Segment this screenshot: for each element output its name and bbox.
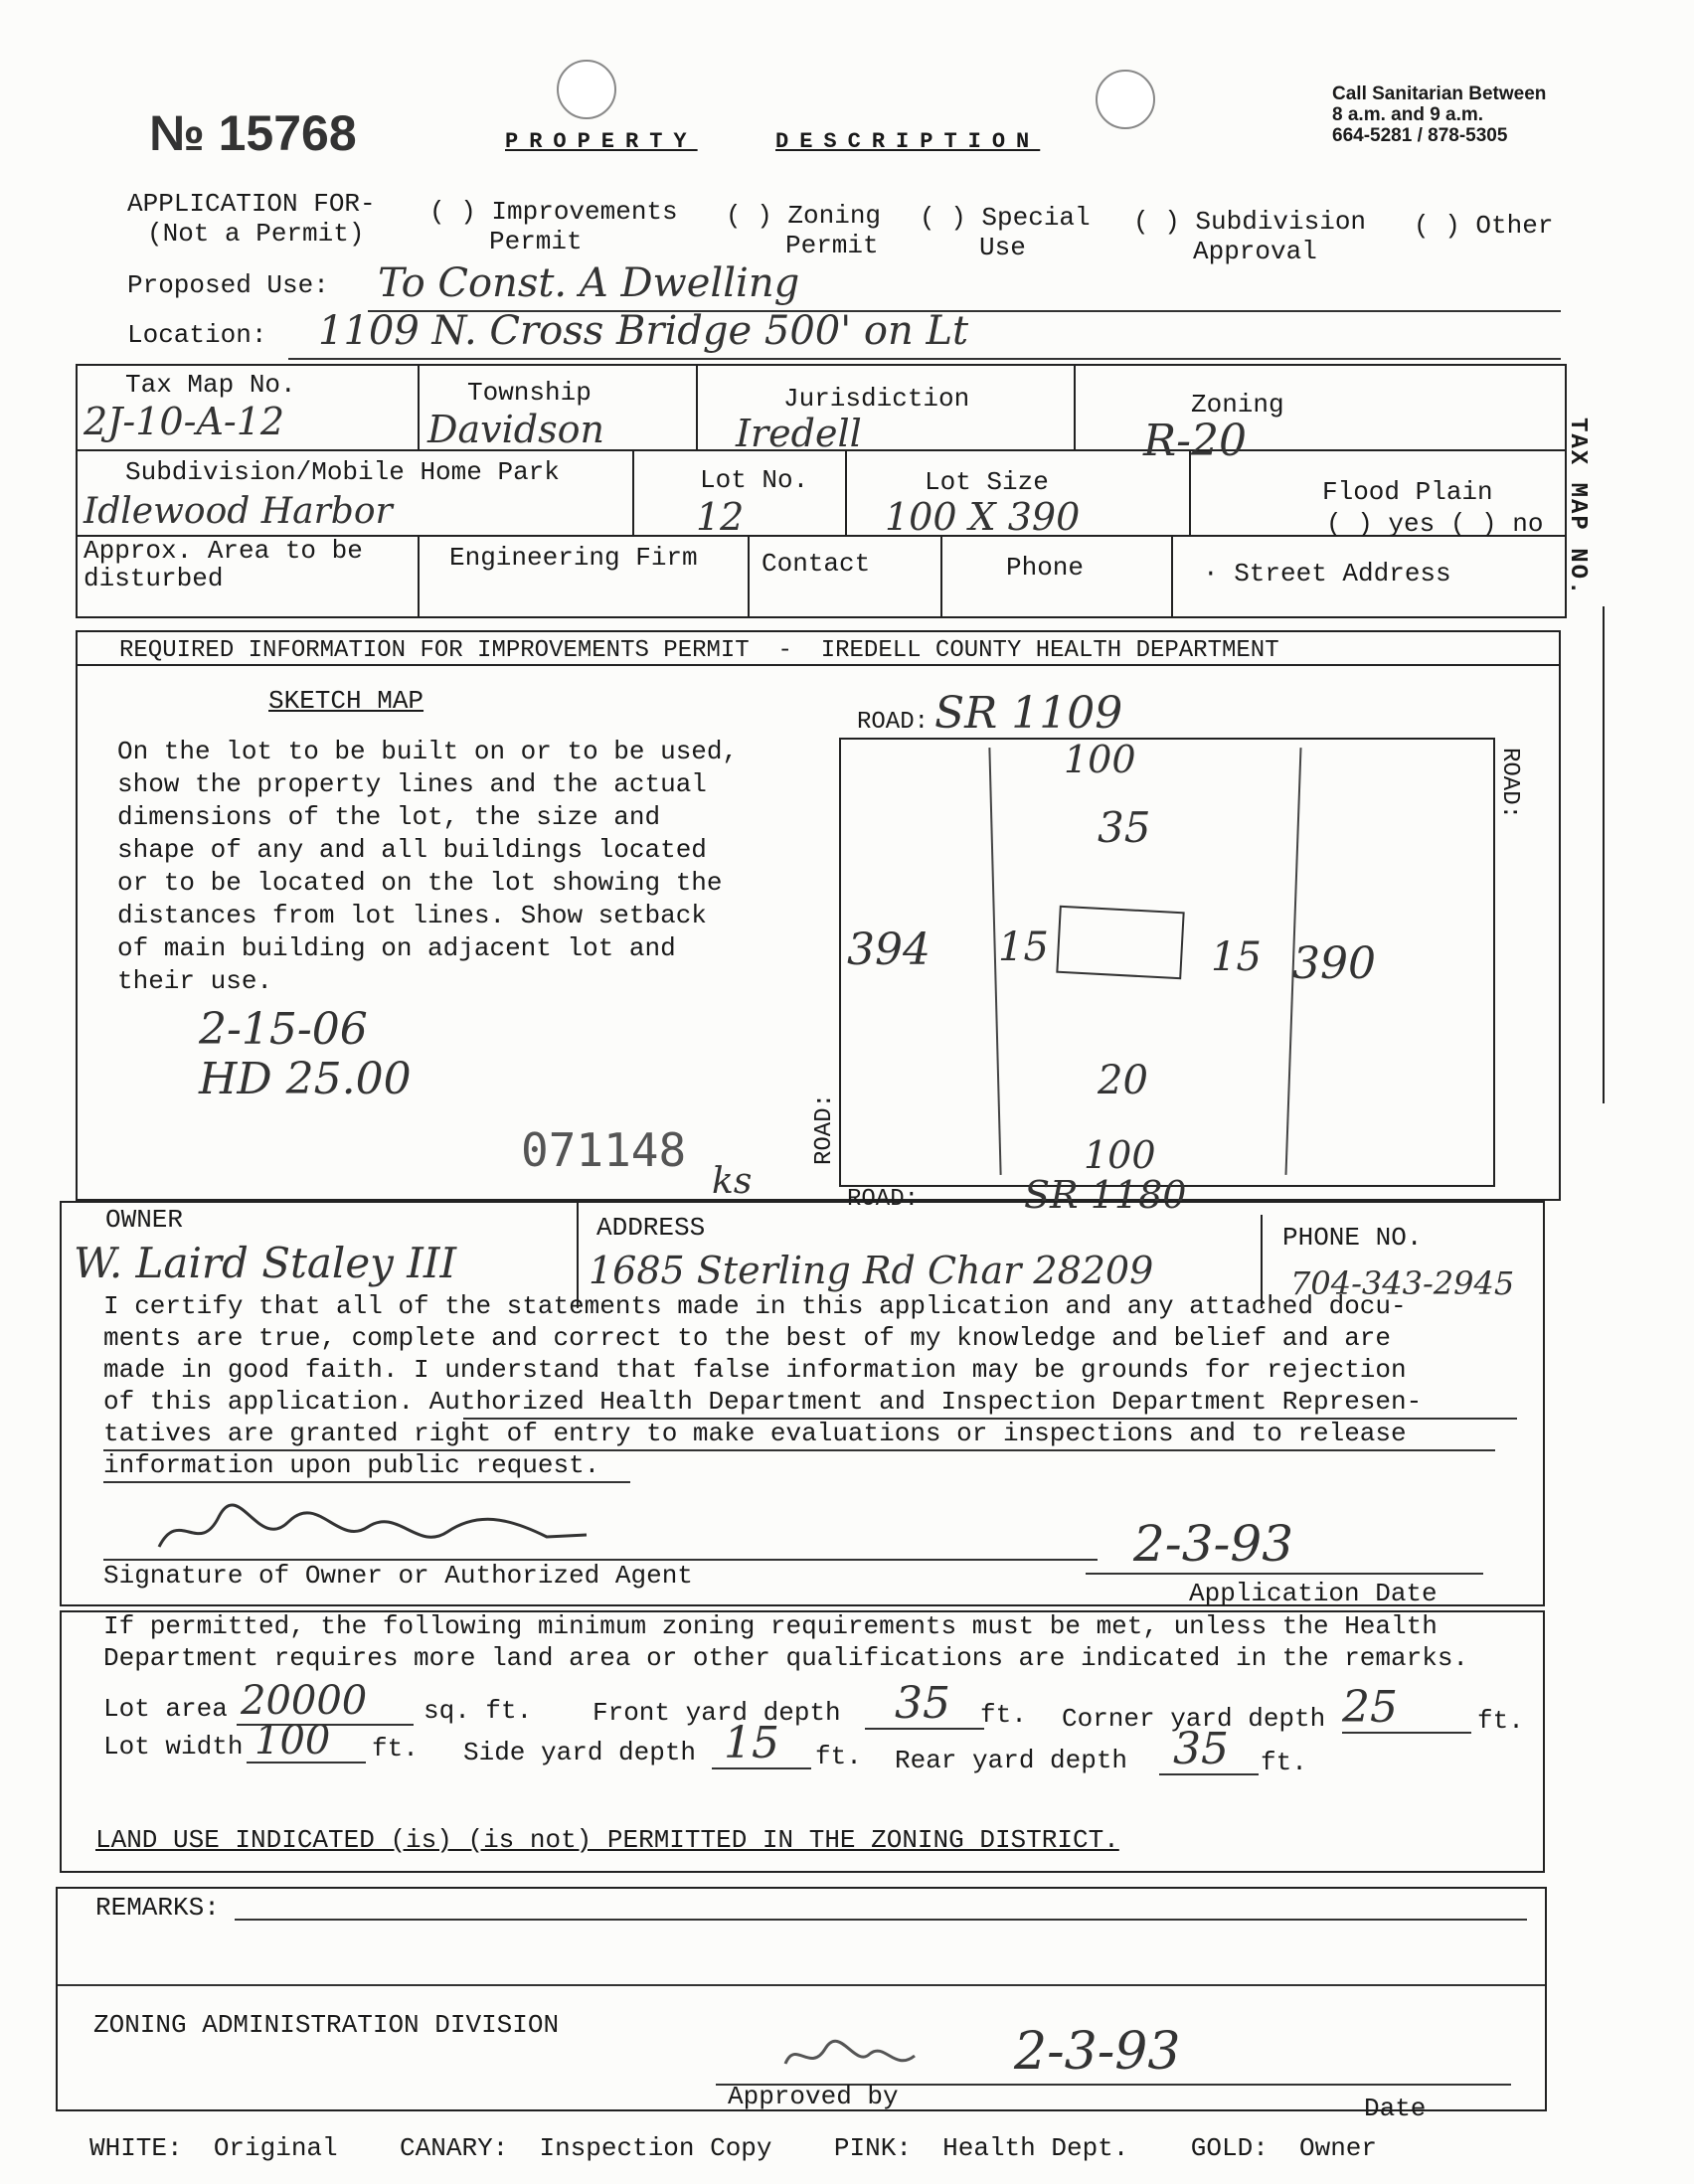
option-subdivision-text-2: Approval <box>1193 237 1317 266</box>
land-use-statement: LAND USE INDICATED (is) (is not) PERMITTED IN THE ZONING DISTRICT. <box>95 1825 1119 1855</box>
corner-yard-value[interactable]: 25 <box>1342 1682 1398 1733</box>
certify-line: information upon public request. <box>103 1450 600 1480</box>
instruction-line: their use. <box>117 966 273 996</box>
application-label-1: APPLICATION FOR- <box>127 189 376 219</box>
certify-underline-2 <box>103 1449 1495 1451</box>
application-label-2: (Not a Permit) <box>147 219 365 249</box>
approved-by-label: Approved by <box>728 2082 899 2111</box>
lot-no-value[interactable]: 12 <box>696 495 745 539</box>
option-special-text-2: Use <box>979 233 1026 262</box>
zoning-division-label: ZONING ADMINISTRATION DIVISION <box>93 2010 560 2040</box>
application-date-line <box>1086 1573 1483 1575</box>
corner-yard-unit: ft. <box>1477 1706 1524 1736</box>
dim-bottom: 100 <box>1084 1133 1156 1177</box>
rear-yard-label: Rear yard depth <box>895 1746 1128 1775</box>
option-zoning-text: ( ) Zoning <box>726 201 882 231</box>
certify-underline-3 <box>103 1481 630 1483</box>
instruction-line: On the lot to be built on or to be used, <box>117 737 739 766</box>
signature-label: Signature of Owner or Authorized Agent <box>103 1561 693 1591</box>
application-for-label <box>127 189 376 249</box>
stamp-number: 071148 <box>521 1123 687 1177</box>
option-improvements-text: ( ) Improvements <box>429 197 678 227</box>
address-value[interactable]: 1685 Sterling Rd Char 28209 <box>589 1249 1154 1292</box>
certify-line: of this application. Authorized Health Department and Inspection Department Represen- <box>103 1387 1423 1417</box>
grid-col-4 <box>632 449 634 535</box>
lot-width-unit: ft. <box>372 1734 419 1764</box>
grid-col-10 <box>1171 535 1173 618</box>
option-other[interactable]: ( ) Other <box>1414 211 1554 241</box>
engineering-firm-label: Engineering Firm <box>449 543 698 573</box>
note-date: 2-15-06 <box>199 1004 368 1055</box>
owner-value[interactable]: W. Laird Staley III <box>74 1239 457 1287</box>
front-yard-line <box>865 1728 984 1730</box>
title-word-property: PROPERTY <box>505 129 698 154</box>
lot-size-label: Lot Size <box>925 467 1049 497</box>
lot-area-value[interactable]: 20000 <box>241 1678 368 1724</box>
option-subdivision-text: ( ) Subdivision <box>1133 207 1367 237</box>
lot-area-unit: sq. ft. <box>424 1696 533 1726</box>
area-label-1: Approx. Area to be <box>84 536 363 566</box>
area-disturbed-label <box>84 537 363 592</box>
flood-plain-options[interactable]: ( ) yes ( ) no <box>1326 509 1544 539</box>
instruction-line: shape of any and all buildings located <box>117 835 707 865</box>
rear-yard-unit: ft. <box>1261 1748 1307 1777</box>
dim-side-right: 15 <box>1211 934 1262 980</box>
title-word-description: DESCRIPTION <box>775 129 1041 154</box>
note-fee: HD 25.00 <box>199 1054 412 1104</box>
option-special[interactable] <box>920 203 1091 262</box>
certification-text <box>103 1290 1422 1481</box>
sanitarian-info <box>1332 84 1546 146</box>
option-improvements[interactable] <box>429 197 678 256</box>
owner-label: OWNER <box>105 1205 184 1235</box>
tax-map-side-line <box>1603 606 1605 1103</box>
tax-map-value[interactable]: 2J-10-A-12 <box>84 400 285 443</box>
punch-hole-left <box>557 60 616 119</box>
zoning-intro-line-2: Department requires more land area or other qualifications are indicated in the remarks. <box>103 1643 1469 1673</box>
remarks-label: REMARKS: <box>95 1893 220 1923</box>
certify-underline-1 <box>463 1418 1517 1420</box>
address-label: ADDRESS <box>596 1213 706 1243</box>
dim-top: 100 <box>1064 738 1136 781</box>
zoning-value[interactable]: R-20 <box>1143 416 1247 466</box>
certify-line: I certify that all of the statements made in this application and any attached docu- <box>103 1291 1407 1321</box>
form-number: № 15768 <box>149 105 357 161</box>
rear-yard-value[interactable]: 35 <box>1173 1724 1229 1774</box>
grid-col-5 <box>845 449 847 535</box>
punch-hole-right <box>1096 70 1155 129</box>
dim-front-setback: 35 <box>1098 803 1151 852</box>
road-top-label: ROAD: <box>857 709 930 736</box>
zoning-intro <box>103 1610 1468 1674</box>
contact-label: Contact <box>762 549 871 579</box>
grid-col-3 <box>1074 364 1076 449</box>
road-bottom-label: ROAD: <box>847 1186 920 1213</box>
front-yard-label: Front yard depth <box>593 1698 841 1728</box>
flood-plain-label: Flood Plain <box>1322 477 1493 507</box>
side-yard-unit: ft. <box>815 1742 862 1771</box>
dim-right: 390 <box>1292 938 1376 989</box>
road-top-value[interactable]: SR 1109 <box>934 688 1123 739</box>
location-line <box>288 358 1561 360</box>
grid-col-8 <box>748 535 750 618</box>
house-outline <box>1056 906 1184 980</box>
zoning-label: Zoning <box>1191 390 1284 420</box>
area-label-2: disturbed <box>84 564 224 593</box>
grid-col-7 <box>418 535 420 618</box>
dim-rear-setback: 20 <box>1098 1058 1148 1103</box>
proposed-use-label: Proposed Use: <box>127 270 329 300</box>
option-special-text: ( ) Special <box>920 203 1091 233</box>
dim-side-left: 15 <box>998 924 1049 970</box>
township-value[interactable]: Davidson <box>427 408 604 451</box>
lot-no-label: Lot No. <box>700 465 809 495</box>
road-bottom-value[interactable]: SR 1180 <box>1024 1173 1187 1217</box>
phone-label: Phone <box>1006 553 1085 583</box>
copy-distribution-footer: WHITE: Original CANARY: Inspection Copy PINK: Health Dept. GOLD: Owner <box>89 2133 1378 2163</box>
instruction-line: dimensions of the lot, the size and <box>117 802 661 832</box>
option-subdivision[interactable] <box>1133 207 1366 266</box>
phone-no-label: PHONE NO. <box>1282 1223 1423 1253</box>
certify-line: ments are true, complete and correct to the best of my knowledge and belief and are <box>103 1323 1392 1353</box>
corner-yard-label: Corner yard depth <box>1062 1704 1326 1734</box>
grid-col-2 <box>696 364 698 449</box>
lot-area-label: Lot area <box>103 1694 228 1724</box>
sketch-instructions <box>117 736 738 998</box>
corner-yard-line <box>1342 1732 1471 1734</box>
tax-map-side-label: TAX MAP NO. <box>1564 418 1591 597</box>
application-date-value[interactable]: 2-3-93 <box>1133 1515 1294 1573</box>
lot-size-value[interactable]: 100 X 390 <box>885 495 1081 539</box>
subdivision-value[interactable]: Idlewood Harbor <box>84 491 393 532</box>
grid-col-9 <box>940 535 942 618</box>
certify-line: tatives are granted right of entry to make evaluations or inspections and to release <box>103 1419 1407 1448</box>
road-left-label: ROAD: <box>811 1092 838 1165</box>
rear-yard-line <box>1159 1773 1259 1775</box>
remarks-line-2 <box>58 1984 1545 1986</box>
application-date-label: Application Date <box>1189 1579 1438 1608</box>
option-improvements-text-2: Permit <box>489 227 583 256</box>
dim-left: 394 <box>847 924 931 975</box>
date-label: Date <box>1364 2094 1427 2123</box>
front-yard-unit: ft. <box>980 1700 1027 1730</box>
instruction-line: distances from lot lines. Show setback <box>117 901 707 930</box>
sanitarian-line-2: 8 a.m. and 9 a.m. <box>1332 104 1484 125</box>
lot-width-line <box>247 1762 366 1764</box>
instruction-line: of main building on adjacent lot and <box>117 933 676 963</box>
remarks-line-1 <box>235 1919 1527 1921</box>
side-yard-value[interactable]: 15 <box>724 1718 779 1768</box>
sanitarian-line-1: Call Sanitarian Between <box>1332 84 1547 104</box>
township-label: Township <box>467 378 592 408</box>
jurisdiction-label: Jurisdiction <box>783 384 970 414</box>
form-title <box>505 129 1040 154</box>
phone-no-value[interactable]: 704-343-2945 <box>1290 1264 1515 1302</box>
sanitarian-line-3: 664-5281 / 878-5305 <box>1332 125 1508 146</box>
instruction-line: show the property lines and the actual <box>117 769 707 799</box>
certify-line: made in good faith. I understand that false information may be grounds for rejection <box>103 1355 1407 1385</box>
approved-date-value[interactable]: 2-3-93 <box>1014 2022 1181 2082</box>
location-label: Location: <box>127 320 267 350</box>
improvements-header: REQUIRED INFORMATION FOR IMPROVEMENTS PERMIT - IREDELL COUNTY HEALTH DEPARTMENT <box>119 637 1279 664</box>
subdivision-label: Subdivision/Mobile Home Park <box>125 457 560 487</box>
street-address-label: · Street Address <box>1203 559 1451 588</box>
approver-initials <box>775 2034 925 2080</box>
instruction-line: or to be located on the lot showing the <box>117 868 723 898</box>
option-zoning[interactable] <box>726 201 881 260</box>
grid-col-1 <box>418 364 420 449</box>
side-yard-line <box>712 1767 811 1769</box>
lot-width-value[interactable]: 100 <box>254 1718 331 1764</box>
lot-width-label: Lot width <box>103 1732 244 1762</box>
stamp-suffix: ks <box>712 1161 753 1202</box>
location-value[interactable]: 1109 N. Cross Bridge 500' on Lt <box>318 308 969 354</box>
option-zoning-text-2: Permit <box>785 231 879 260</box>
front-yard-value[interactable]: 35 <box>895 1678 950 1729</box>
owner-signature <box>149 1497 606 1567</box>
sketch-map-title: SKETCH MAP <box>268 686 424 716</box>
zoning-intro-line-1: If permitted, the following minimum zoning requirements must be met, unless the Health <box>103 1611 1438 1641</box>
tax-map-label: Tax Map No. <box>125 370 296 400</box>
jurisdiction-value[interactable]: Iredell <box>736 412 862 455</box>
road-right-label: ROAD: <box>1496 748 1523 820</box>
proposed-use-value[interactable]: To Const. A Dwelling <box>378 260 800 306</box>
side-yard-label: Side yard depth <box>463 1738 697 1767</box>
